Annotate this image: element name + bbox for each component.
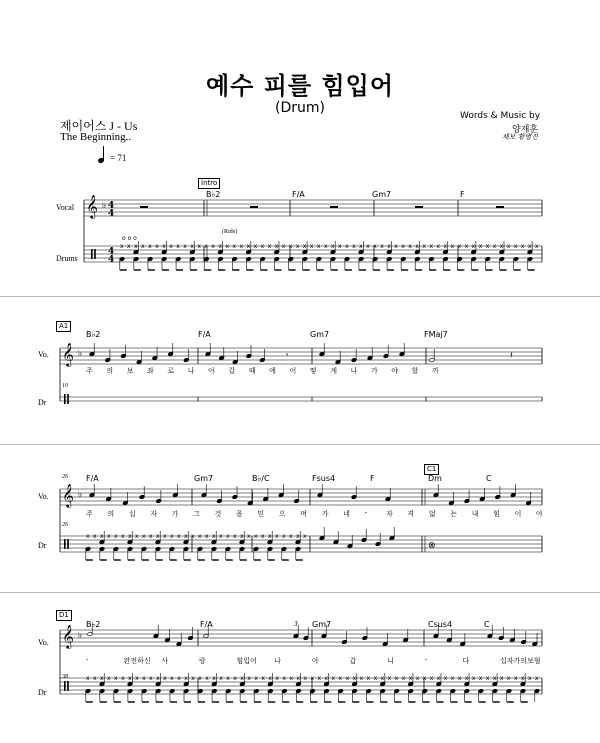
cymbal-note-icon: x [198,675,202,682]
cymbal-note-icon: x [485,243,490,250]
lyric-syllable: 힘입어 [236,657,257,665]
cymbal-note-icon: x [219,533,223,540]
cymbal-note-icon: x [345,243,349,250]
cymbal-note-icon: x [352,675,357,682]
percussion-clef-icon [67,394,69,404]
cymbal-note-icon: x [380,243,384,250]
chord-symbol: B♭2 [86,330,101,339]
cymbal-note-icon: x [310,675,315,682]
cymbal-note-icon: x [212,533,216,540]
lyric-syllable: 다 [462,657,470,665]
cymbal-note-icon: x [289,533,293,540]
drums-label: Dr [38,688,47,697]
cymbal-note-icon: x [169,243,173,250]
lyric-syllable: 는 [450,510,458,518]
time-signature: 4 [108,255,115,265]
cymbal-note-icon: x [183,243,187,250]
whole-rest-icon [140,206,148,208]
percussion-clef-icon [64,539,66,549]
cymbal-note-icon: x [422,675,427,682]
cymbal-note-icon: x [401,675,406,682]
lyric-syllable: 을 [236,510,243,518]
cymbal-note-icon: x [436,243,441,250]
cymbal-note-icon: x [443,243,448,250]
tempo-marking: = 71 [110,153,127,163]
cymbal-note-icon: x [267,243,272,250]
lyric-syllable: 며 [300,510,308,518]
cymbal-note-icon: x [457,675,462,682]
cymbal-note-icon: x [450,675,455,682]
cymbal-note-icon: x [240,675,244,682]
cymbal-note-icon: x [198,533,202,540]
chord-symbol: F/A [292,190,305,199]
lyric-syllable: 격 [407,510,415,518]
chord-symbol: C [486,474,492,483]
cymbal-note-icon: x [190,243,194,250]
cymbal-note-icon: x [226,533,230,540]
treble-clef-icon: 𝄞 [62,624,74,648]
measure-number: 10 [62,383,68,389]
lyric-syllable: - [86,656,89,664]
cymbal-note-icon: x [128,675,132,682]
cymbal-note-icon: x [345,675,350,682]
lyric-syllable: 가 [321,510,329,518]
lyric-syllable: 나 [350,367,358,375]
lyric-syllable: - [364,509,368,517]
chord-symbol: Gm7 [372,190,392,199]
quarter-rest-icon: 𝄽 [510,351,513,361]
cymbal-note-icon: x [212,675,216,682]
cymbal-note-icon: x [191,533,195,540]
lyric-syllable: 힘 [493,510,500,518]
cymbal-note-icon: x [457,243,462,250]
cymbal-note-icon: x [177,533,181,540]
lyric-syllable: 아 [311,657,319,665]
cymbal-note-icon: x [324,675,329,682]
lyric-syllable: 보 [126,367,134,375]
lyric-syllable: 자 [150,510,158,518]
cymbal-note-icon: x [127,243,131,250]
lyric-syllable: 가 [171,510,179,518]
cymbal-note-icon: x [387,675,392,682]
cymbal-note-icon: x [218,243,223,250]
lyric-syllable: 갑 [349,657,357,665]
cymbal-note-icon: x [429,675,434,682]
chord-symbol: B♭2 [86,620,101,629]
lyric-syllable: 으 [278,510,286,518]
lyric-syllable: 아 [208,367,215,375]
cymbal-note-icon: x [226,675,230,682]
cymbal-note-icon: x [239,243,244,250]
cymbal-note-icon: x [205,533,209,540]
cymbal-note-icon: x [415,243,419,250]
ride-annotation: (Ride) [222,229,238,235]
cymbal-note-icon: x [408,243,412,250]
cymbal-note-icon: x [289,675,294,682]
percussion-clef-icon [64,394,66,404]
chord-symbol: Dm [428,474,442,483]
cymbal-note-icon: x [450,243,455,250]
cymbal-note-icon: x [260,243,265,250]
cymbal-note-icon: x [156,533,160,540]
lyric-syllable: 나 [274,657,281,665]
cymbal-note-icon: x [275,533,279,540]
lyric-syllable: 좌 [147,367,154,375]
cymbal-note-icon: x [288,243,293,250]
cymbal-note-icon: x [142,675,146,682]
cymbal-note-icon: x [100,533,104,540]
cymbal-note-icon: x [373,675,378,682]
cymbal-note-icon: x [302,243,307,250]
cymbal-note-icon: x [163,533,167,540]
cymbal-note-icon: x [282,533,286,540]
cymbal-note-icon: x [128,533,132,540]
chord-symbol: Csus4 [428,620,453,629]
lyric-syllable: 까 [432,367,439,375]
cymbal-note-icon: x [86,675,90,682]
lyric-syllable: 이 [514,510,522,518]
lyric-syllable: 십자가의보혈 [500,657,541,665]
lyric-syllable: 그 [193,510,200,518]
cymbal-note-icon: x [309,243,314,250]
chord-symbol: Gm7 [310,330,330,339]
cymbal-note-icon: x [225,243,230,250]
cymbal-note-icon: x [317,675,322,682]
cymbal-note-icon: x [233,533,237,540]
rehearsal-mark-intro: Intro [198,178,220,189]
cymbal-note-icon: x [295,243,300,250]
rehearsal-mark-c1: C1 [424,464,439,475]
measure-number: 26 [62,474,68,480]
cymbal-note-icon: x [114,533,118,540]
cymbal-note-icon: x [170,533,174,540]
cymbal-note-icon: x [422,243,426,250]
lyric-syllable: 아 [536,510,543,518]
treble-clef-icon: 𝄞 [86,194,98,218]
cymbal-note-icon: x [492,675,497,682]
drums-label: Dr [38,398,47,407]
lyric-syllable: 야 [391,367,399,375]
cymbal-note-icon: x [506,675,511,682]
cymbal-note-icon: x [155,243,159,250]
cymbal-note-icon: x [120,243,124,250]
cymbal-note-icon: x [135,675,139,682]
cymbal-note-icon: x [366,243,370,250]
chord-symbol: B♭2 [206,190,221,199]
vocal-label: Vo. [38,638,49,647]
cymbal-note-icon: x [163,675,167,682]
cymbal-note-icon: x [401,243,405,250]
whole-rest-icon [250,206,258,208]
cymbal-note-icon: x [415,675,420,682]
cymbal-note-icon: x [520,675,525,682]
percussion-clef-icon [67,681,69,691]
chord-symbol: Fsus4 [312,474,336,483]
chord-symbol: F [460,190,465,199]
cymbal-note-icon: x [107,675,111,682]
flat-sign-icon: ♭ [78,631,83,641]
cymbal-note-icon: x [534,243,539,250]
cymbal-note-icon: x [534,675,539,682]
drums-label: Drums [56,254,78,263]
cymbal-note-icon: x [205,675,209,682]
treble-clef-icon: 𝄞 [62,483,74,507]
cymbal-note-icon: x [471,675,476,682]
cymbal-note-icon: x [387,243,391,250]
flat-sign-icon: ♭ [102,201,107,211]
cymbal-note-icon: x [93,533,97,540]
cymbal-note-icon: x [219,675,223,682]
lyric-syllable: 가 [370,367,378,375]
cymbal-note-icon: x [471,243,476,250]
lyric-syllable: 때 [248,367,256,375]
cymbal-note-icon: x [232,243,237,250]
cymbal-note-icon: x [373,243,377,250]
cymbal-note-icon: x [316,243,321,250]
lyric-syllable: 주 [86,367,93,375]
lyric-syllable: 것 [214,510,222,518]
time-signature: 4 [108,247,115,257]
chord-symbol: Gm7 [194,474,214,483]
chord-symbol: F/A [86,474,99,483]
cymbal-note-icon: x [121,675,125,682]
chord-symbol: F/A [200,620,213,629]
cymbal-note-icon: x [429,243,434,250]
cymbal-note-icon: x [261,675,265,682]
cymbal-note-icon: x [170,675,174,682]
lyric-syllable: 할 [411,367,419,375]
cymbal-note-icon: x [162,243,166,250]
vocal-label: Vocal [56,203,75,212]
cymbal-note-icon: x [408,675,413,682]
cymbal-note-icon: x [184,675,188,682]
cymbal-note-icon: x [492,243,497,250]
chord-symbol: B♭/C [252,474,270,483]
whole-rest-icon [496,206,504,208]
cymbal-note-icon: x [520,243,525,250]
cymbal-note-icon: x [296,533,300,540]
credits-label: Words & Music by [460,111,541,121]
cymbal-note-icon: x [135,533,139,540]
lyric-syllable: 의 [107,510,115,518]
measure-number: 26 [62,522,68,528]
vocal-label: Vo. [38,492,49,501]
rehearsal-mark-a1: A1 [56,321,71,332]
lyric-syllable: 내 [471,510,479,518]
cymbal-note-icon: x [268,533,272,540]
cymbal-note-icon: x [247,533,251,540]
lyric-syllable: 믿 [257,510,265,518]
cymbal-note-icon: x [527,675,532,682]
composer-label: 양재훈 [512,125,539,135]
lyric-syllable: 십 [128,510,136,518]
cymbal-note-icon: x [359,243,363,250]
cymbal-note-icon: x [513,243,518,250]
cymbal-note-icon: x [464,243,469,250]
lyric-syllable: 게 [330,367,337,375]
cymbal-note-icon: x [107,533,111,540]
lyric-syllable: - [424,656,428,664]
lyric-syllable: 자 [386,510,393,518]
cymbal-note-icon: x [247,675,251,682]
cymbal-note-icon: x [527,243,532,250]
lyric-syllable: 어 [289,367,297,375]
cymbal-note-icon: x [513,675,518,682]
cymbal-note-icon: x [100,675,104,682]
cymbal-note-icon: x [275,675,279,682]
lyric-syllable: 로 [167,367,175,375]
cymbal-note-icon: x [323,243,328,250]
cymbal-note-icon: x [478,243,483,250]
cymbal-note-icon: x [197,243,201,250]
lyric-syllable: 에 [269,367,276,375]
whole-rest-icon [330,206,338,208]
lyric-syllable: 니 [387,657,394,665]
lyric-syllable: 주 [86,510,93,518]
crash-note-icon: ⊗ [428,541,436,551]
percussion-clef-icon [94,249,96,259]
cymbal-note-icon: x [506,243,511,250]
cymbal-note-icon: x [141,243,145,250]
cymbal-note-icon: x [499,675,504,682]
cymbal-note-icon: x [148,243,152,250]
cymbal-note-icon: x [338,675,343,682]
cymbal-note-icon: x [246,243,251,250]
cymbal-note-icon: x [478,675,483,682]
drums-label: Dr [38,541,47,550]
cymbal-note-icon: x [177,675,181,682]
arranger-label: 채보 황병진 [502,133,539,141]
flat-sign-icon: ♭ [78,349,83,359]
cymbal-note-icon: x [296,675,301,682]
lyric-syllable: 없 [428,510,436,518]
lyric-syllable: 의 [106,367,114,375]
cymbal-note-icon: x [240,533,244,540]
chord-symbol: FMaj7 [424,330,448,339]
measure-number: 38 [62,674,68,680]
hihat-open-icon: o o o [122,235,137,242]
vocal-label: Vo. [38,350,49,359]
album-label: The Beginning.. [60,131,132,143]
cymbal-note-icon: x [204,243,208,250]
cymbal-note-icon: x [331,675,336,682]
cymbal-note-icon: x [303,675,308,682]
cymbal-note-icon: x [93,675,97,682]
cymbal-note-icon: x [380,675,385,682]
song-title: 예수 피를 힘입어 [206,72,394,100]
eighth-rest-icon: 𝄾 [286,351,289,361]
cymbal-note-icon: x [142,533,146,540]
cymbal-note-icon: x [261,533,265,540]
cymbal-note-icon: x [499,243,504,250]
lyric-syllable: 갈 [228,367,236,375]
cymbal-note-icon: x [443,675,448,682]
chord-symbol: F [370,474,375,483]
cymbal-note-icon: x [485,675,490,682]
cymbal-note-icon: x [114,675,118,682]
triplet-mark: 3 [294,621,298,628]
cymbal-note-icon: x [282,675,286,682]
cymbal-note-icon: x [254,675,258,682]
rehearsal-mark-d1: D1 [56,610,72,621]
flat-sign-icon: ♭ [78,490,83,500]
cymbal-note-icon: x [281,243,286,250]
time-signature: 4 [108,201,115,211]
cymbal-note-icon: x [366,675,371,682]
cymbal-note-icon: x [149,533,153,540]
cymbal-note-icon: x [331,243,335,250]
cymbal-note-icon: x [394,243,398,250]
song-subtitle: (Drum) [275,100,325,116]
cymbal-note-icon: x [436,675,441,682]
cymbal-note-icon: x [121,533,125,540]
chord-symbol: F/A [198,330,211,339]
cymbal-note-icon: x [176,243,180,250]
cymbal-note-icon: x [359,675,364,682]
lyric-syllable: 네 [343,510,350,518]
cymbal-note-icon: x [352,243,356,250]
cymbal-note-icon: x [184,533,188,540]
cymbal-note-icon: x [303,533,307,540]
chord-symbol: Gm7 [312,620,332,629]
cymbal-note-icon: x [464,675,469,682]
cymbal-note-icon: x [149,675,153,682]
cymbal-note-icon: x [233,675,237,682]
cymbal-note-icon: x [191,675,195,682]
cymbal-note-icon: x [134,243,138,250]
cymbal-note-icon: x [268,675,272,682]
time-signature: 4 [108,209,115,219]
lyric-syllable: 사 [161,657,169,665]
cymbal-note-icon: x [156,675,160,682]
cymbal-note-icon: x [254,533,258,540]
cymbal-note-icon: x [274,243,279,250]
percussion-clef-icon [67,539,69,549]
lyric-syllable: 떻 [309,367,317,375]
treble-clef-icon: 𝄞 [62,342,74,366]
cymbal-note-icon: x [86,533,90,540]
whole-rest-icon [415,206,423,208]
lyric-syllable: 완전하신 [123,657,151,665]
lyric-syllable: 랑 [198,657,206,665]
cymbal-note-icon: x [338,243,342,250]
percussion-clef-icon [64,681,66,691]
artist-label: 제이어스 J - Us [60,119,138,133]
percussion-clef-icon [91,249,93,259]
chord-symbol: C [484,620,490,629]
cymbal-note-icon: x [211,243,215,250]
cymbal-note-icon: x [394,675,399,682]
cymbal-note-icon: x [253,243,258,250]
lyric-syllable: 나 [187,367,195,375]
